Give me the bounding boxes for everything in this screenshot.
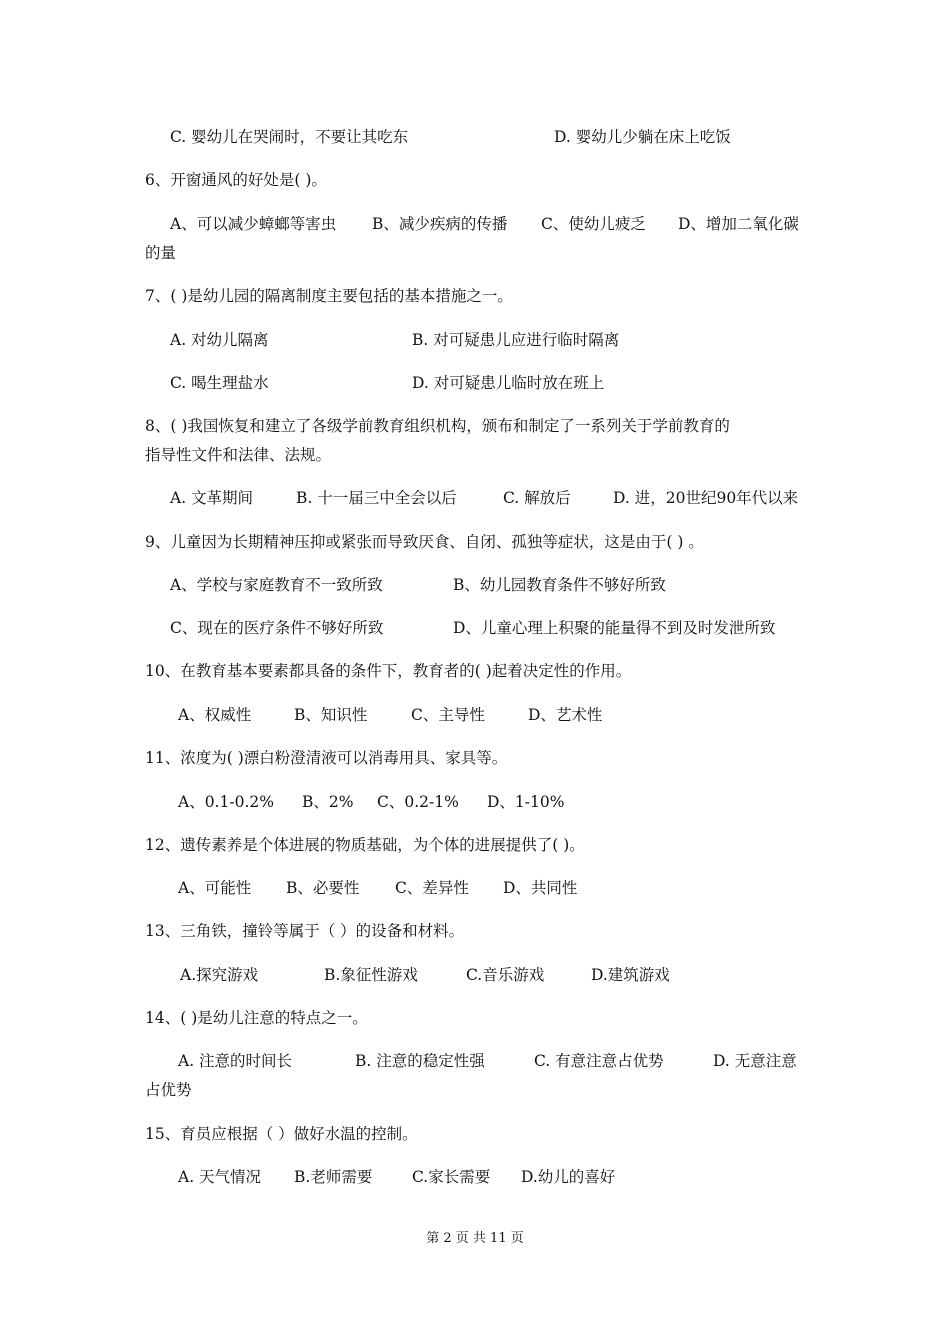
q8-option-a: A. 文革期间 (170, 489, 254, 507)
q11-option-b: B、2% (302, 793, 354, 811)
q6-option-d: D、增加二氧化碳 (678, 215, 799, 233)
q7-option-b: B. 对可疑患儿应进行临时隔离 (412, 331, 620, 349)
q10-option-c: C、主导性 (411, 706, 485, 724)
q8-stem-continued: 指导性文件和法律、法规。 (145, 446, 332, 464)
q11-stem: 11、浓度为( )漂白粉澄清液可以消毒用具、家具等。 (145, 749, 508, 767)
q6-option-d-continued: 的量 (145, 244, 177, 262)
q7-stem: 7、( )是幼儿园的隔离制度主要包括的基本措施之一。 (145, 287, 513, 305)
q13-stem: 13、三角铁，撞铃等属于（ ）的设备和材料。 (145, 922, 465, 940)
q7-option-d: D. 对可疑患儿临时放在班上 (412, 374, 605, 392)
q8-option-b: B. 十一届三中全会以后 (296, 489, 457, 507)
q6-option-a: A、可以减少蟑螂等害虫 (170, 215, 337, 233)
q12-stem: 12、遗传素养是个体进展的物质基础，为个体的进展提供了( )。 (145, 836, 585, 854)
q10-stem: 10、在教育基本要素都具备的条件下，教育者的( )起着决定性的作用。 (145, 662, 632, 680)
q14-stem: 14、( )是幼儿注意的特点之一。 (145, 1009, 368, 1027)
q8-option-c: C. 解放后 (503, 489, 571, 507)
q10-option-d: D、艺术性 (528, 706, 603, 724)
q9-option-a: A、学校与家庭教育不一致所致 (170, 576, 383, 594)
q12-option-b: B、必要性 (286, 879, 360, 897)
q15-option-c: C.家长需要 (412, 1168, 491, 1186)
q11-option-a: A、0.1-0.2% (178, 793, 274, 811)
q9-option-c: C、现在的医疗条件不够好所致 (170, 619, 384, 637)
q14-option-d-continued: 占优势 (145, 1081, 192, 1099)
q14-option-d: D. 无意注意 (713, 1052, 797, 1070)
q9-option-b: B、幼儿园教育条件不够好所致 (453, 576, 666, 594)
q8-option-d: D. 进，20世纪90年代以来 (613, 489, 799, 507)
q15-stem: 15、育员应根据（ ）做好水温的控制。 (145, 1125, 418, 1143)
q6-stem: 6、开窗通风的好处是( )。 (145, 171, 327, 189)
q12-option-d: D、共同性 (503, 879, 578, 897)
q11-option-c: C、0.2-1% (377, 793, 459, 811)
q13-option-d: D.建筑游戏 (591, 966, 670, 984)
q5-option-c: C. 婴幼儿在哭闹时，不要让其吃东 (170, 128, 409, 146)
q12-option-c: C、差异性 (395, 879, 469, 897)
q8-stem: 8、( )我国恢复和建立了各级学前教育组织机构，颁布和制定了一系列关于学前教育的 (145, 417, 730, 435)
q7-option-c: C. 喝生理盐水 (170, 374, 269, 392)
q14-option-c: C. 有意注意占优势 (534, 1052, 664, 1070)
q15-option-a: A. 天气情况 (178, 1168, 262, 1186)
q5-option-d: D. 婴幼儿少躺在床上吃饭 (554, 128, 731, 146)
q14-option-b: B. 注意的稳定性强 (355, 1052, 485, 1070)
q11-option-d: D、1-10% (487, 793, 565, 811)
q9-stem: 9、儿童因为长期精神压抑或紧张而导致厌食、自闭、孤独等症状，这是由于( ) 。 (145, 533, 704, 551)
q13-option-c: C.音乐游戏 (466, 966, 545, 984)
q12-option-a: A、可能性 (178, 879, 252, 897)
q7-option-a: A. 对幼儿隔离 (170, 331, 269, 349)
q13-option-b: B.象征性游戏 (324, 966, 418, 984)
q13-option-a: A.探究游戏 (180, 966, 259, 984)
q6-option-c: C、使幼儿疲乏 (541, 215, 646, 233)
q6-option-b: B、减少疾病的传播 (372, 215, 508, 233)
q9-option-d: D、儿童心理上积聚的能量得不到及时发泄所致 (453, 619, 776, 637)
q15-option-d: D.幼儿的喜好 (521, 1168, 616, 1186)
page-number-footer: 第 2 页 共 11 页 (426, 1231, 524, 1246)
q14-option-a: A. 注意的时间长 (178, 1052, 293, 1070)
q15-option-b: B.老师需要 (294, 1168, 373, 1186)
q10-option-a: A、权威性 (178, 706, 252, 724)
q10-option-b: B、知识性 (294, 706, 368, 724)
